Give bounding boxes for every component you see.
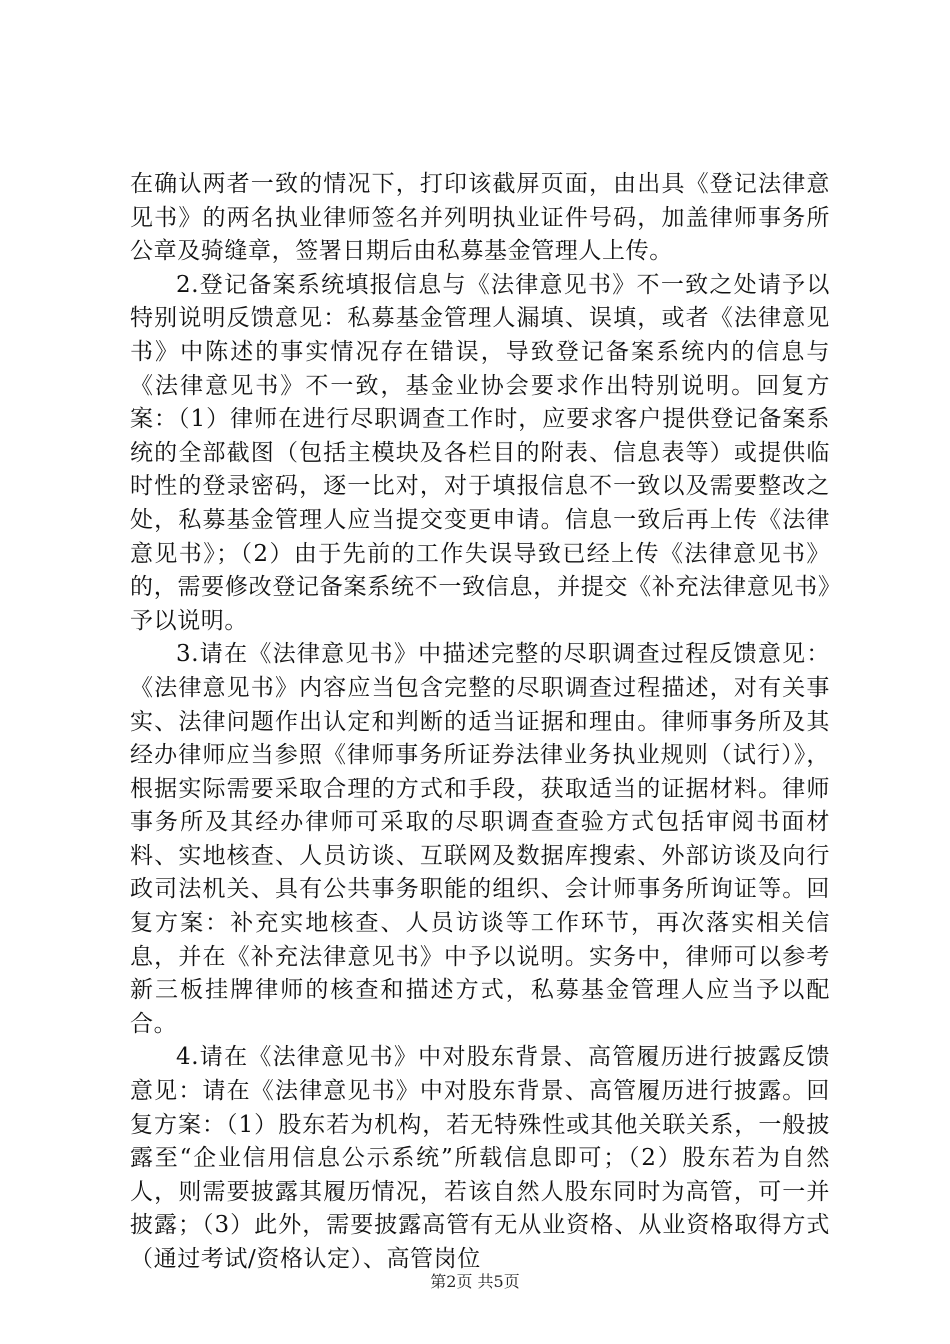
page-number-footer: 第2页 共5页 — [430, 1272, 520, 1291]
paragraph-item-2: 2.登记备案系统填报信息与《法律意见书》不一致之处请予以特别说明反馈意见：私募基金管理人漏填、误填，或者《法律意见书》中陈述的事实情况存在错误，导致登记备案系统内的信息与《法律意见书》不一致，基金业协会要求作出特别说明。回复方案：（1）律师在进行尽职调查工作时，应要求客户提供登记备案系统的全部截图（包括主模块及各栏目的附表、信息表等）或提供临时性的登录密码，逐一比对，对于填报信息不一致以及需要整改之处，私募基金管理人应当提交变更申请。信息一致后再上传《法律意见书》；（2）由于先前的工作失误导致已经上传《法律意见书》的，需要修改登记备案系统不一致信息，并提交《补充法律意见书》予以说明。 — [130, 271, 830, 634]
paragraph-item-3: 3.请在《法律意见书》中描述完整的尽职调查过程反馈意见：《法律意见书》内容应当包含完整的尽职调查过程描述，对有关事实、法律问题作出认定和判断的适当证据和理由。律师事务所及其经办律师应当参照《律师事务所证券法律业务执业规则（试行）》，根据实际需要采取合理的方式和手段，获取适当的证据材料。律师事务所及其经办律师可采取的尽职调查查验方式包括审阅书面材料、实地核查、人员访谈、互联网及数据库搜索、外部访谈及向行政司法机关、具有公共事务职能的组织、会计师事务所询证等。回复方案：补充实地核查、人员访谈等工作环节，再次落实相关信息，并在《补充法律意见书》中予以说明。实务中，律师可以参考新三板挂牌律师的核查和描述方式，私募基金管理人应当予以配合。 — [130, 641, 830, 1037]
paragraph-item-4: 4.请在《法律意见书》中对股东背景、高管履历进行披露反馈意见：请在《法律意见书》中对股东背景、高管履历进行披露。回复方案：（1）股东若为机构，若无特殊性或其他关联关系，一般披露至“企业信用信息公示系统”所载信息即可；（2）股东若为自然人，则需要披露其履历情况，若该自然人股东同时为高管，可一并披露；（3）此外，需要披露高管有无从业资格、从业资格取得方式（通过考试/资格认定）、高管岗位 — [130, 1044, 830, 1272]
document-body — [130, 168, 830, 1277]
paragraph-continuation: 在确认两者一致的情况下，打印该截屏页面，由出具《登记法律意见书》的两名执业律师签名并列明执业证件号码，加盖律师事务所公章及骑缝章，签署日期后由私募基金管理人上传。 — [130, 171, 830, 265]
